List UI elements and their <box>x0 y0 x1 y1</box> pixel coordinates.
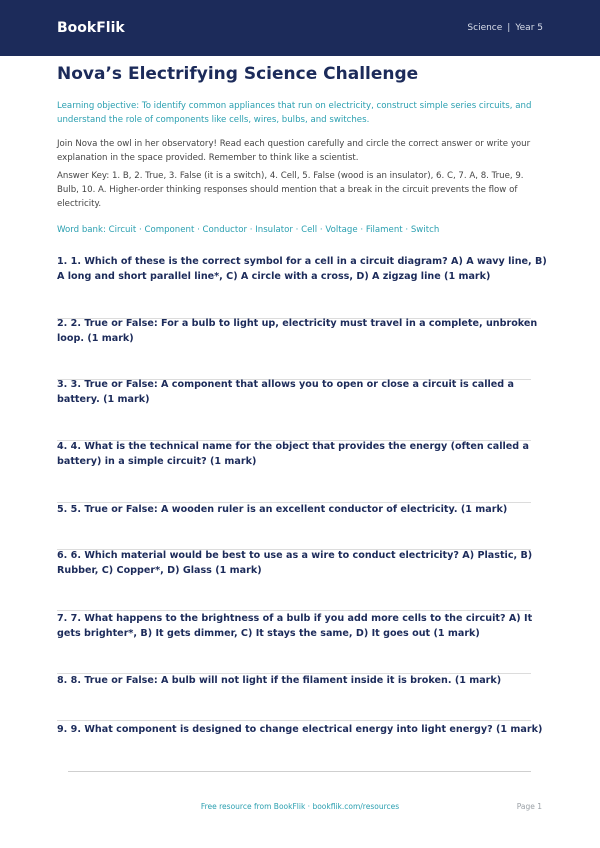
answer-key: Answer Key: 1. B, 2. True, 3. False (it is a switch), 4. Cell, 5. False (wood is an insulator), 6. C, 7. A, 8. True, 9. Bulb, 10. A. Higher-order thinking responses should mention that a break in the circuit prevents the flow of electricity. <box>57 171 524 209</box>
year-label: Year 5 <box>515 23 543 33</box>
footer-divider <box>68 771 531 772</box>
question-6: 6. 6. Which material would be best to use as a wire to conduct electricity? A) Plastic, B) Rubber, C) Copper*, D) Glass (1 mark) <box>57 550 533 576</box>
brand-logo[interactable]: BookFlik <box>57 20 125 36</box>
header-meta <box>467 23 543 33</box>
question-1: 1. 1. Which of these is the correct symbol for a cell in a circuit diagram? A) A wavy line, B) A long and short parallel line*, C) A circle with a cross, D) A zigzag line (1 mark) <box>57 256 547 282</box>
learning-objective: Learning objective: To identify common appliances that run on electricity, construct simple series circuits, and understand the role of components like cells, wires, bulbs, and switches. <box>57 101 532 125</box>
question-9: 9. 9. What component is designed to change electrical energy into light energy? (1 mark) <box>57 724 543 735</box>
question-3: 3. 3. True or False: A component that allows you to open or close a circuit is called a battery. (1 mark) <box>57 379 514 405</box>
footer-link[interactable]: Free resource from BookFlik · bookflik.com/resources <box>200 802 400 811</box>
question-4: 4. 4. What is the technical name for the object that provides the energy (often called a battery) in a simple circuit? (1 mark) <box>57 441 529 467</box>
header-separator: | <box>507 23 511 33</box>
answer-line <box>57 720 531 721</box>
question-5: 5. 5. True or False: A wooden ruler is an excellent conductor of electricity. (1 mark) <box>57 504 508 515</box>
intro-text: Join Nova the owl in her observatory! Read each question carefully and circle the correct answer or write your explanation in the space provided. Remember to think like a scientist. <box>57 139 531 163</box>
header-bar <box>0 0 600 56</box>
word-bank: Word bank: Circuit · Component · Conductor · Insulator · Cell · Voltage · Filament · Switch <box>57 225 440 235</box>
question-2: 2. 2. True or False: For a bulb to light up, electricity must travel in a complete, unbroken loop. (1 mark) <box>57 318 538 344</box>
page-title: Nova’s Electrifying Science Challenge <box>57 64 419 84</box>
subject-label: Science <box>467 23 503 33</box>
page-number: Page 1 <box>516 802 542 811</box>
question-8: 8. 8. True or False: A bulb will not light if the filament inside it is broken. (1 mark) <box>57 675 502 686</box>
question-7: 7. 7. What happens to the brightness of a bulb if you add more cells to the circuit? A) It gets brighter*, B) It gets dimmer, C) It stays the same, D) It goes out (1 mark) <box>57 613 533 639</box>
